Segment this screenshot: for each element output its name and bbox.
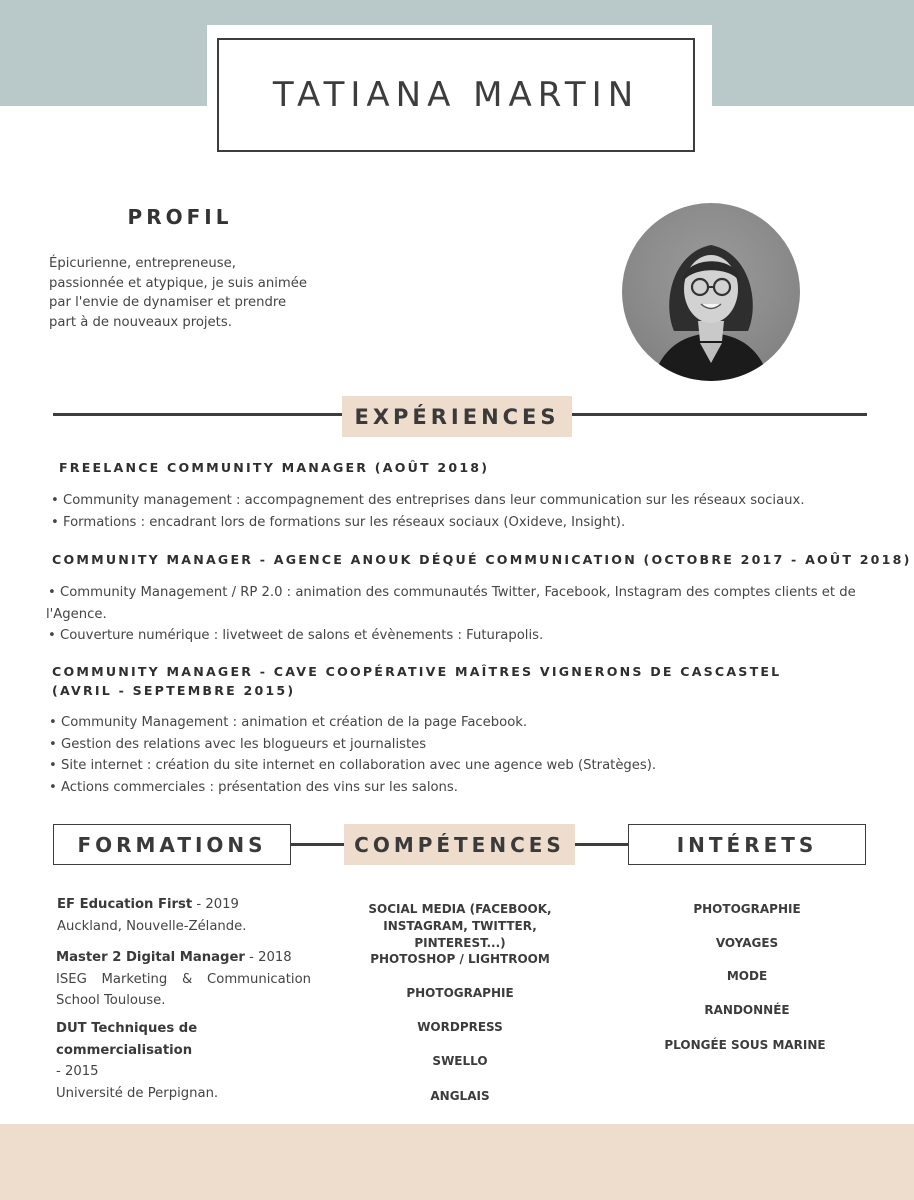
skill-item: WORDPRESS [417,1020,503,1034]
competences-heading: COMPÉTENCES [344,824,575,865]
formation-school: DUT Techniques de commercialisation [56,1021,198,1058]
list-item [49,512,869,534]
formations-connector [290,843,345,846]
skill-item: SWELLO [432,1054,488,1068]
list-item [47,777,867,799]
experiences-rule-right [572,413,867,416]
job-1-bullets [49,490,869,533]
formation-place: Auckland, Nouvelle-Zélande. [57,918,247,934]
interest-item: VOYAGES [715,936,779,950]
job-title-1: FREELANCE COMMUNITY MANAGER (AOÛT 2018) [59,460,490,475]
skill-item: PHOTOSHOP / LIGHTROOM [370,952,550,966]
interest-item: MODE [726,969,768,983]
formation-school: EF Education First [57,897,193,912]
job-title-2: COMMUNITY MANAGER - AGENCE ANOUK DÉQUÉ COMMUNICATION (OCTOBRE 2017 - AOÛT 2018) [52,552,912,567]
formations-heading: FORMATIONS [53,824,291,865]
bullet-text: Couverture numérique : livetweet de salons et évènements : Futurapolis. [60,628,544,643]
interest-item: PHOTOGRAPHIE [693,902,801,916]
experiences-rule-left [53,413,343,416]
bullet-text: Site internet : création du site internet en collaboration avec une agence web (Stratèges). [61,758,657,773]
formation-place: ISEG Marketing & Communication School Toulouse. [56,971,311,1008]
list-item [47,755,867,777]
profil-text: Épicurienne, entrepreneuse, passionnée et atypique, je suis animée par l'envie de dynamiser et prendre part à de nouveaux projets. [49,256,307,330]
job-2-bullets [46,582,866,647]
profile-photo [622,203,800,381]
list-item [49,490,869,512]
skill-item: ANGLAIS [430,1089,490,1103]
portrait-illustration [622,203,800,381]
bottom-color-band [0,1124,914,1200]
interest-item: RANDONNÉE [704,1003,790,1017]
name-box [217,38,695,152]
job-3-bullets [47,712,867,798]
skill-item: SOCIAL MEDIA (FACEBOOK, INSTAGRAM, TWITTER, PINTEREST...) [368,902,552,950]
list-item [46,625,866,647]
job-title-3-line1: COMMUNITY MANAGER - CAVE COOPÉRATIVE MAÎTRES VIGNERONS DE CASCASTEL [52,664,782,679]
interets-connector [574,843,629,846]
formation-year: - 2015 [56,1064,99,1079]
bullet-text: Gestion des relations avec les blogueurs et journalistes [61,736,427,752]
candidate-name: TATIANA MARTIN [272,75,640,115]
formation-year: - 2019 [192,897,239,912]
list-item [47,734,867,756]
formation-school: Master 2 Digital Manager [56,950,245,965]
formation-year: - 2018 [244,950,292,965]
job-title-3-line2: (AVRIL - SEPTEMBRE 2015) [52,683,296,698]
experiences-heading: EXPÉRIENCES [342,396,572,437]
formation-item-3 [56,1018,311,1104]
bullet-text: Community management : accompagnement des entreprises dans leur communication sur les réseaux sociaux. [63,493,805,508]
formation-item-1 [57,894,312,937]
formation-item-2 [56,947,311,1012]
bullet-text: Community Management : animation et création de la page Facebook. [61,715,528,730]
bullet-text: Formations : encadrant lors de formations sur les réseaux sociaux (Oxideve, Insight). [63,514,626,530]
list-item [46,582,866,625]
interest-item: PLONGÉE SOUS MARINE [664,1038,826,1052]
bullet-text: Actions commerciales : présentation des vins sur les salons. [61,779,458,795]
job-title-3 [52,662,781,700]
formation-place: Université de Perpignan. [56,1085,219,1101]
bullet-text: Community Management / RP 2.0 : animation des communautés Twitter, Facebook, Instagram des comptes clients et de l'Agence. [46,585,856,622]
interets-heading: INTÉRETS [628,824,866,865]
skill-item: PHOTOGRAPHIE [406,986,514,1000]
profil-heading: PROFIL [127,205,233,229]
list-item [47,712,867,734]
